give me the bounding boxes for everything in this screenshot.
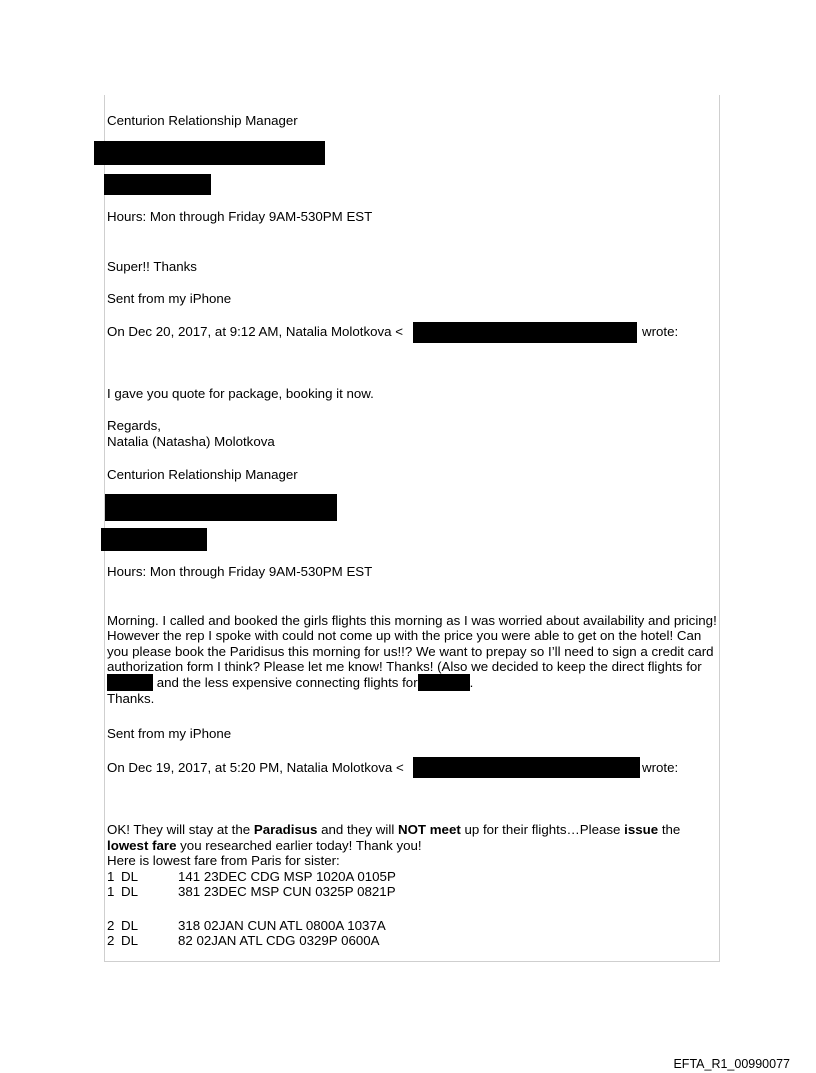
quote-header-prefix: On Dec 19, 2017, at 5:20 PM, Natalia Molotkova < bbox=[107, 760, 404, 775]
message-line bbox=[107, 822, 680, 837]
document-id: EFTA_R1_00990077 bbox=[673, 1057, 790, 1071]
signature-title: Centurion Relationship Manager bbox=[107, 467, 298, 482]
message-text: . bbox=[469, 675, 474, 691]
quote-header-suffix: wrote: bbox=[642, 760, 679, 775]
flight-details: 318 02JAN CUN ATL 0800A 1037A bbox=[178, 918, 386, 933]
sender-name: Natalia (Natasha) Molotkova bbox=[107, 434, 275, 449]
text-run: and they will bbox=[317, 822, 398, 837]
airline-code: DL bbox=[121, 884, 138, 899]
message-body: I gave you quote for package, booking it now. bbox=[107, 386, 374, 401]
text-run: up for their flights…Please bbox=[460, 822, 625, 837]
quote-header-prefix: On Dec 20, 2017, at 9:12 AM, Natalia Molotkova < bbox=[107, 324, 404, 339]
segment-number: 1 bbox=[107, 869, 115, 884]
segment-number: 2 bbox=[107, 918, 115, 933]
message-text: and the less expensive connecting flights for bbox=[156, 675, 418, 691]
message-text: Thanks. bbox=[107, 691, 155, 707]
flight-details: 141 23DEC CDG MSP 1020A 0105P bbox=[178, 869, 396, 884]
redaction-block bbox=[107, 674, 153, 691]
redaction-block bbox=[104, 174, 211, 195]
text-run-bold: issue bbox=[624, 822, 659, 837]
segment-number: 1 bbox=[107, 884, 115, 899]
signature-hours: Hours: Mon through Friday 9AM-530PM EST bbox=[107, 209, 373, 224]
airline-code: DL bbox=[121, 933, 138, 948]
message-line: Here is lowest fare from Paris for sister: bbox=[107, 853, 340, 868]
airline-code: DL bbox=[121, 918, 138, 933]
flight-details: 82 02JAN ATL CDG 0329P 0600A bbox=[178, 933, 380, 948]
text-run: the bbox=[658, 822, 681, 837]
message-text: Morning. I called and booked the girls flights this morning as I was worried about availability and pricing! However the rep I spoke with could not come up with the price you were able to get on the hotel! Can you please book the Paridisus this morning for us!!? We want to prepay so I’ll need to sign a credit card authorization form I think? Please let me know! Thanks! (Also we decided to keep the direct flights for bbox=[107, 613, 717, 674]
sent-from: Sent from my iPhone bbox=[107, 726, 232, 741]
text-run-bold: Paradisus bbox=[253, 822, 318, 837]
signature-hours: Hours: Mon through Friday 9AM-530PM EST bbox=[107, 564, 373, 579]
redaction-block bbox=[413, 757, 640, 778]
text-run: you researched earlier today! Thank you! bbox=[176, 838, 422, 853]
redaction-block bbox=[418, 674, 470, 691]
message-paragraph bbox=[107, 613, 719, 706]
message-line bbox=[107, 838, 422, 853]
signature-title: Centurion Relationship Manager bbox=[107, 113, 298, 128]
redaction-block bbox=[413, 322, 637, 343]
reply-body: Super!! Thanks bbox=[107, 259, 197, 274]
redaction-block bbox=[94, 141, 325, 165]
redaction-block bbox=[101, 528, 207, 551]
regards: Regards, bbox=[107, 418, 161, 433]
segment-number: 2 bbox=[107, 933, 115, 948]
sent-from: Sent from my iPhone bbox=[107, 291, 232, 306]
text-run: OK! They will stay at the bbox=[107, 822, 254, 837]
quote-header-suffix: wrote: bbox=[642, 324, 679, 339]
text-run-bold: NOT meet bbox=[397, 822, 461, 837]
airline-code: DL bbox=[121, 869, 138, 884]
text-run-bold: lowest fare bbox=[107, 838, 177, 853]
flight-details: 381 23DEC MSP CUN 0325P 0821P bbox=[178, 884, 396, 899]
redaction-block bbox=[105, 494, 337, 521]
